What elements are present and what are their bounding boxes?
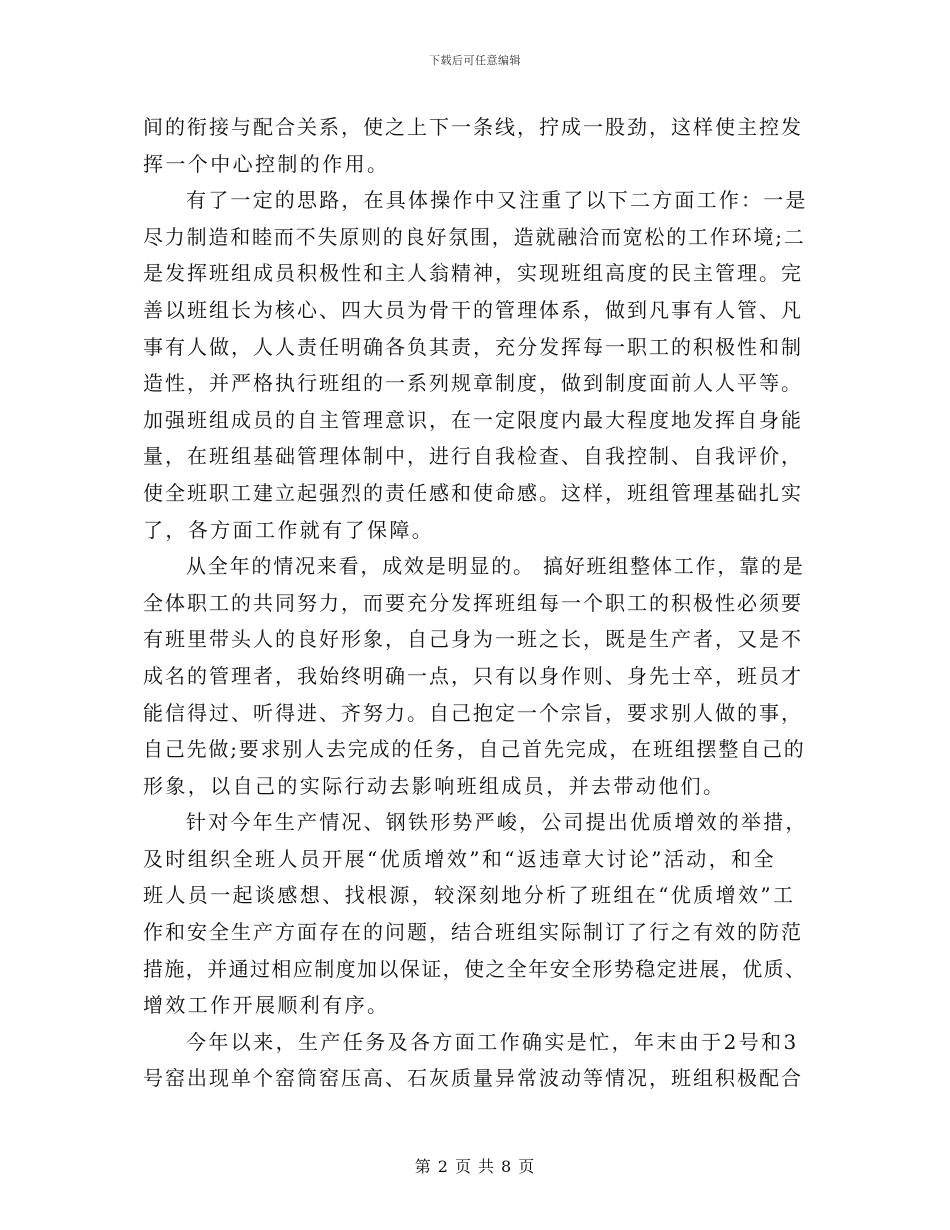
text-line: 间的衔接与配合关系，使之上下一条线，拧成一股劲，这样使主控发 xyxy=(143,115,803,139)
text-line: 有了一定的思路，在具体操作中又注重了以下二方面工作：一是 xyxy=(186,188,808,213)
text-line: 自己先做;要求别人去完成的任务，自己首先完成，在班组摆整自己的 xyxy=(143,737,806,762)
text-line: 尽力制造和睦而不失原则的良好氛围，造就融洽而宽松的工作环境;二 xyxy=(143,224,806,249)
footer-prefix: 第 xyxy=(414,1157,432,1176)
text-line: 加强班组成员的自主管理意识，在一定限度内最大程度地发挥自身能 xyxy=(143,407,803,432)
page-footer xyxy=(0,1154,950,1177)
text-line: 增效工作开展顺利有序。 xyxy=(143,993,390,1018)
text-line: 善以班组长为核心、四大员为骨干的管理体系，做到凡事有人管、凡 xyxy=(143,297,803,322)
footer-total-pages: 8 xyxy=(501,1157,513,1176)
text-line: 及时组织全班人员开展“优质增效”和“返违章大讨论”活动，和全 xyxy=(143,846,776,871)
text-line: 全体职工的共同努力，而要充分发挥班组每一个职工的积极性必须要 xyxy=(143,590,803,615)
text-line: 事有人做，人人责任明确各负其责，充分发挥每一职工的积极性和制 xyxy=(143,334,803,359)
footer-suffix: 页 xyxy=(518,1157,536,1176)
text-line: 量，在班组基础管理体制中，进行自我检查、自我控制、自我评价， xyxy=(143,444,803,469)
footer-page-number: 2 xyxy=(437,1157,449,1176)
text-line: 能信得过、听得进、齐努力。自己抱定一个宗旨，要求别人做的事， xyxy=(143,700,803,725)
text-line: 今年以来，生产任务及各方面工作确实是忙，年末由于2号和3 xyxy=(186,1029,799,1054)
text-line: 作和安全生产方面存在的问题，结合班组实际制订了行之有效的防范 xyxy=(143,920,803,945)
text-line: 使全班职工建立起强烈的责任感和使命感。这样，班组管理基础扎实 xyxy=(143,480,803,505)
text-line: 措施，并通过相应制度加以保证，使之全年安全形势稳定进展，优质、 xyxy=(143,956,807,981)
text-line: 号窑出现单个窑筒窑压高、石灰质量异常波动等情况，班组积极配合 xyxy=(143,1066,803,1091)
text-line: 班人员一起谈感想、找根源，较深刻地分析了班组在“优质增效”工 xyxy=(143,883,796,908)
text-line: 是发挥班组成员积极性和主人翁精神，实现班组高度的民主管理。完 xyxy=(143,261,803,286)
text-line: 成名的管理者，我始终明确一点，只有以身作则、身先士卒，班员才 xyxy=(143,663,803,688)
text-line: 造性，并严格执行班组的一系列规章制度，做到制度面前人人平等。 xyxy=(143,371,803,396)
text-line: 形象，以自己的实际行动去影响班组成员，并去带动他们。 xyxy=(143,773,726,798)
text-line: 了，各方面工作就有了保障。 xyxy=(143,517,435,542)
page-header: 下载后可任意编辑 xyxy=(429,54,521,67)
text-line: 从全年的情况来看，成效是明显的。 搞好班组整体工作，靠的是 xyxy=(186,554,805,579)
text-line: 挥一个中心控制的作用。 xyxy=(143,151,390,176)
document-body xyxy=(143,109,808,1097)
footer-middle: 页 共 xyxy=(454,1157,496,1176)
text-line: 有班里带头人的良好形象，自己身为一班之长，既是生产者，又是不 xyxy=(143,627,803,652)
text-line: 针对今年生产情况、钢铁形势严峻，公司提出优质增效的举措， xyxy=(186,810,808,835)
